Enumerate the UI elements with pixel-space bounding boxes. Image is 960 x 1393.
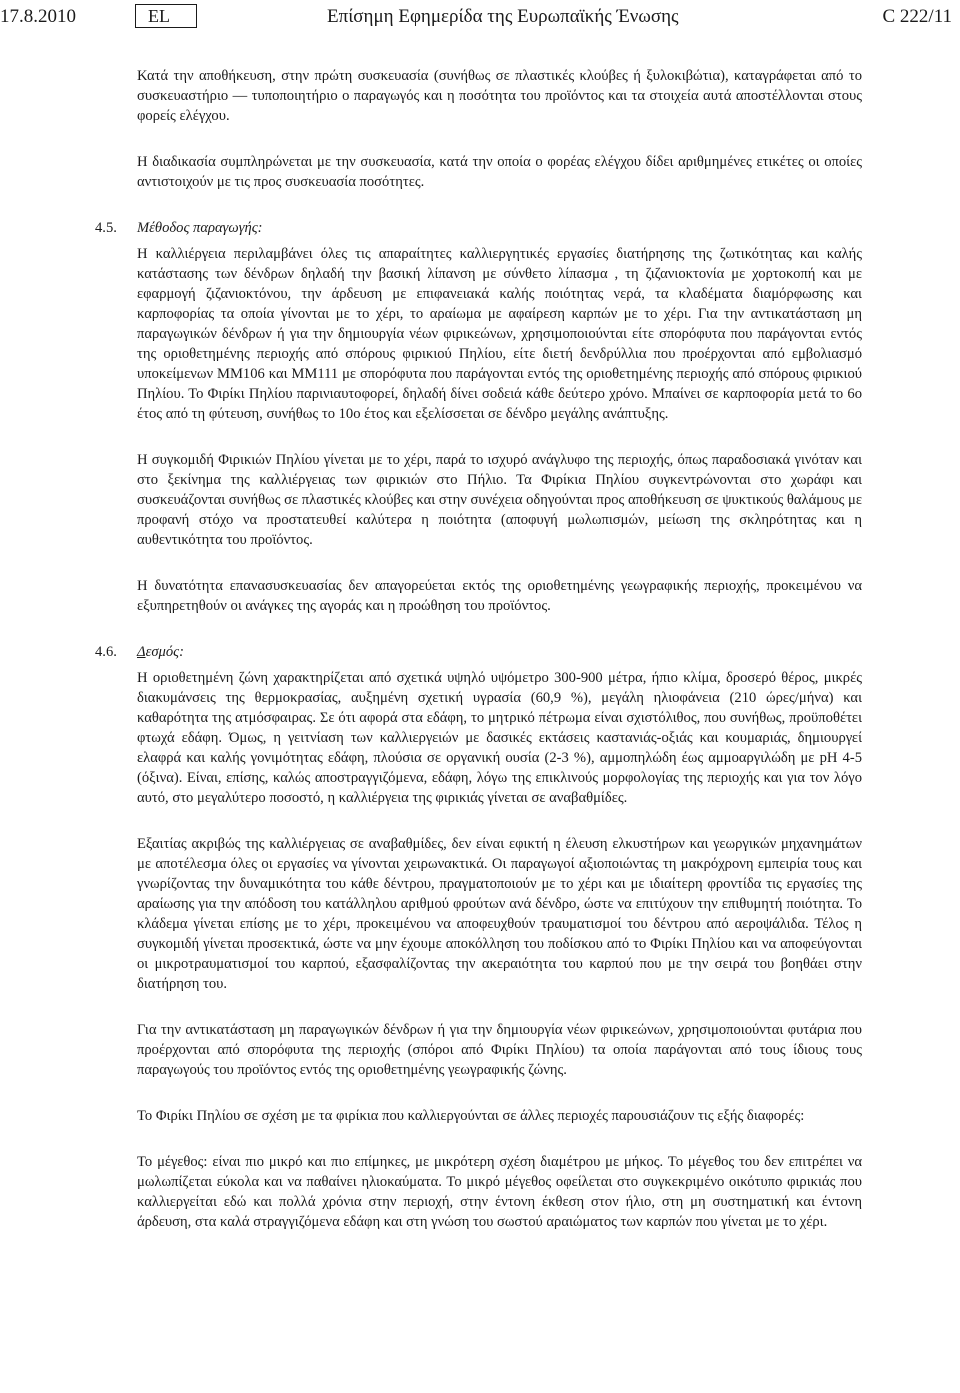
section-4-6 (95, 642, 862, 1232)
section-4-6-paragraph-4: Το Φιρίκι Πηλίου σε σχέση με τα φιρίκια που καλλιεργούνται σε άλλες περιοχές παρουσιάζουν τις εξής διαφορές: (137, 1108, 805, 1124)
section-title: Μέθοδος παραγωγής: (137, 220, 263, 236)
intro-paragraph-1: Κατά την αποθήκευση, στην πρώτη συσκευασία (συνήθως σε πλαστικές κλούβες ή ξυλοκιβώτια), καταγράφεται από το συσκευαστήριο — τυποποιητήριο ο παραγωγός και η ποσότητα του προϊόντος και τα στοιχεία αυτά αποστέλλονται στους φορείς ελέγχου. (137, 68, 862, 124)
section-4-6-paragraph-5: Το μέγεθος: είναι πιο μικρό και πιο επίμηκες, με μικρότερη σχέση διαμέτρου με μήκος. Το μέγεθος του δεν επιτρέπει να μωλωπίζεται εύκολα και να παθαίνει ηλιοκαύματα. Το μικρό μέγεθος οφείλεται στο συγκεκριμένο οικότυπο φιρικιάς που καλλιεργείται εδώ και πολλά χρόνια στην περιοχή, στην έντονη έκθεση στον ήλιο, στη μη συστηματική και έντονη άρδευση, στα καλά στραγγιζόμενα εδάφη και στη γνώση του σωστού αραιώματος των καρπών που γίνεται με το χέρι. (137, 1154, 862, 1230)
section-4-5 (95, 218, 862, 616)
publication-date: 17.8.2010 (0, 6, 76, 27)
section-number: 4.5. (95, 220, 117, 236)
document-body (95, 66, 862, 1232)
journal-title: Επίσημη Εφημερίδα της Ευρωπαϊκής Ένωσης (327, 6, 679, 27)
section-title-initial: Δ (137, 644, 146, 660)
section-title-rest: εσμός: (145, 644, 184, 660)
section-4-6-paragraph-3: Για την αντικατάσταση μη παραγωγικών δένδρων ή για την δημιουργία νέων φιρικεώνων, χρησιμοποιούνται φυτάρια που προέρχονται από σπορόφυτα της περιοχής (σπόροι από Φιρίκι Πηλίου) τα οποία παράγονται από τους ίδιους τους παραγωγούς του προϊόντος εντός της οριοθετημένης γεωγραφικής ζώνης. (137, 1022, 862, 1078)
page-reference: C 222/11 (882, 6, 952, 27)
section-4-5-paragraph-1: Η καλλιέργεια περιλαμβάνει όλες τις απαραίτητες καλλιεργητικές εργασίες διατήρησης της ζωτικότητας και καλής κατάστασης των δένδρων δηλαδή την βασική λίπανση με σύνθετο λίπασμα , τη ζιζανιοκτονία με χορτοκοπή και με εφαρμογή ζιζανιοκτόνου, την άρδευση με επιφανειακά καλής ποιότητας νερά, τα κλαδέματα διαμόρφωσης και καρποφορίας τα οποία γίνονται με το χέρι, το αραίωμα με αφαίρεση καρπών με το χέρι. Για την αντικατάσταση μη παραγωγικών δένδρων ή για την δημιουργία νέων φιρικεώνων, χρησιμοποιούνται είτε σπορόφυτα που παράγονται εντός της οριοθετημένης περιοχής από σπόρους φιρικιού Πηλίου, είτε διετή δενδρύλλια που προέρχονται από εμβολιασμό υποκείμενων MM106 και MM111 με σπορόφυτα που παράγονται εντός της οριοθετημένης περιοχής από σπόρους φιρικιού Πηλίου. Το Φιρίκι Πηλίου παρινιαυτοφορεί, δηλαδή δίνει σοδειά κάθε δεύτερο χρόνο. Μπαίνει σε καρποφορία μετά το 6ο έτος από τη φύτευση, συνήθως το 10ο έτος και εξελίσσεται σε δένδρο μεγάλης ανάπτυξης. (137, 246, 862, 422)
section-4-6-paragraph-2: Εξαιτίας ακριβώς της καλλιέργειας σε αναβαθμίδες, δεν είναι εφικτή η έλευση ελκυστήρων και γεωργικών μηχανημάτων με αποτέλεσμα όλες οι εργασίες να γίνονται χειρωνακτικά. Οι παραγωγοί αξιοποιώντας τη μακρόχρονη εμπειρία τους και γνωρίζοντας την δυναμικότητα του κάθε δέντρου, πραγματοποιούν με το χέρι και με ιδιαίτερη φροντίδα τις εργασίες της αραίωσης για την απόδοση του κατάλληλου αριθμού φρούτων ανά δένδρο, ώστε να επιτύχουν την επιθυμητή ποιότητα. Το κλάδεμα γίνεται επίσης με το χέρι, προκειμένου να αποφευχθούν τραυματισμοί του δέντρου από αεροψάλιδα. Τέλος η συγκομιδή γίνεται προσεκτικά, ώστε να μην έχουμε αποκόλληση του ποδίσκου από το Φιρίκι Πηλίου και να αποφεύγονται οι μικροτραυματισμοί του καρπού, εξασφαλίζοντας την ακεραιότητα του καρπού που με την σειρά του βοηθάει στην διατήρηση του. (137, 836, 862, 992)
language-code-box: EL (135, 4, 197, 28)
intro-paragraph-2: Η διαδικασία συμπληρώνεται με την συσκευασία, κατά την οποία ο φορέας ελέγχου δίδει αριθμημένες ετικέτες οι οποίες αντιστοιχούν με τις προς συσκευασία ποσότητες. (137, 154, 862, 190)
section-4-5-paragraph-2: Η συγκομιδή Φιρικιών Πηλίου γίνεται με το χέρι, παρά το ισχυρό ανάγλυφο της περιοχής, όπως παραδοσιακά γινόταν και στο ξεκίνημα της καλλιέργειας των φιρικιών στο Πήλιο. Τα Φιρίκια Πηλίου συγκεντρώνονται στο χωράφι και συσκευάζονται συνήθως σε πλαστικές κλούβες και στην συνέχεια οδηγούνται προς αποθήκευση σε ψυκτικούς θαλάμους με προφανή στόχο να προστατευθεί καλύτερα η ποιότητα (αποφυγή μωλωπισμών, μείωση της σκληρότητας και η αυθεντικότητα του προϊόντος. (137, 452, 862, 548)
section-title (137, 642, 862, 662)
section-4-5-paragraph-3: Η δυνατότητα επανασυσκευασίας δεν απαγορεύεται εκτός της οριοθετημένης γεωγραφικής περιοχής, προκειμένου να εξυπηρετηθούν οι ανάγκες της αγοράς και η προώθηση του προϊόντος. (137, 578, 862, 614)
page-header (0, 4, 960, 38)
section-4-6-paragraph-1: Η οριοθετημένη ζώνη χαρακτηρίζεται από σχετικά υψηλό υψόμετρο 300-900 μέτρα, ήπιο κλίμα, δροσερό θέρος, μικρές διακυμάνσεις της θερμοκρασίας, αυξημένη σχετική υγρασία (60,9 %), μεγάλη ηλιοφάνεια (210 ώρες/μήνα) και καθαρότητα της ατμόσφαιρας. Σε ότι αφορά στα εδάφη, το μητρικό πέτρωμα είναι σχιστόλιθος, που συνήθως, προϋποθέτει φτωχά εδάφη. Όμως, η γειτνίαση των καλλιεργειών με δασικές εκτάσεις καστανιάς-οξιάς και κουμαριάς, δημιουργεί ελαφρά και καλής γονιμότητας εδάφη, πλούσια σε οργανική ουσία (2-3 %), αμμοπηλώδη έως αμμοαργιλώδη με pH 4-5 (όξινα). Είναι, επίσης, καλώς αποστραγγιζόμενα, εδάφη, λόγω της επικλινούς μορφολογίας της περιοχής και για τον λόγο αυτό, στο μεγαλύτερο ποσοστό, η καλλιέργεια της φιρικιάς γίνεται σε αναβαθμίδες. (137, 670, 862, 806)
section-number: 4.6. (95, 644, 117, 660)
